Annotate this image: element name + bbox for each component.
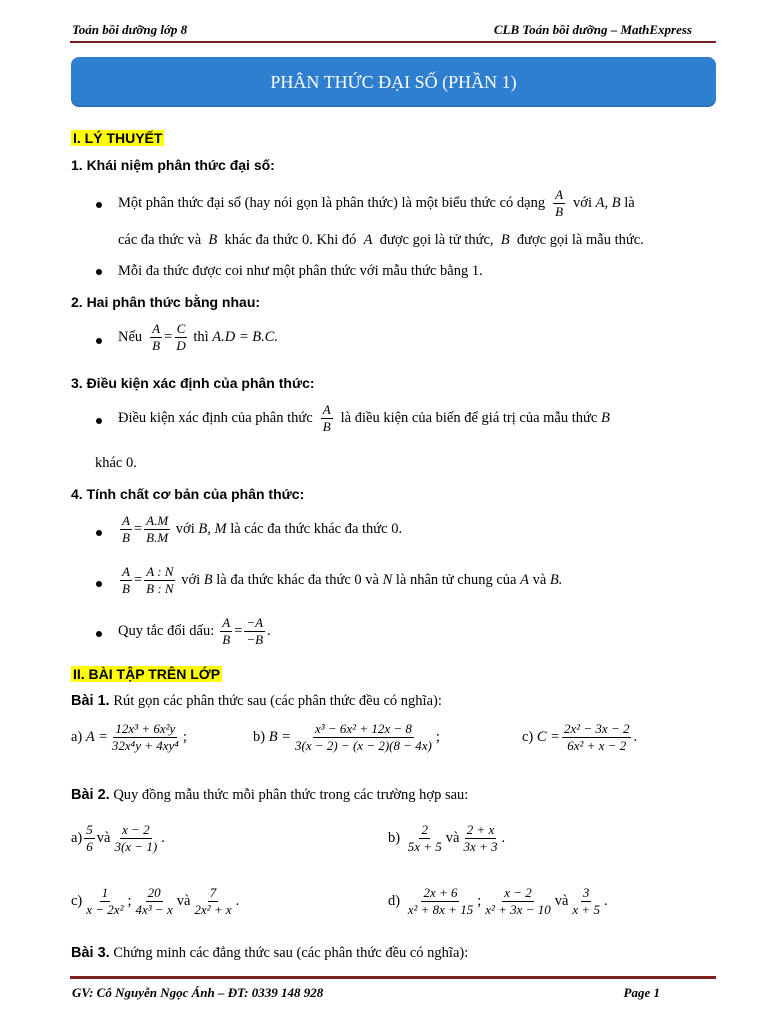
def-line-3: Mỗi đa thức được coi như một phân thức với mẫu thức bằng 1. (118, 263, 483, 279)
fraction (192, 886, 233, 918)
item-tag: b) (253, 729, 266, 746)
page-title: PHÂN THỨC ĐẠI SỐ (PHẦN 1) (270, 72, 517, 92)
text: được gọi là mẫu thức. (516, 232, 644, 248)
text: với (181, 572, 201, 589)
text: . (235, 893, 240, 910)
subheading-2: 2. Hai phân thức bằng nhau: (71, 294, 261, 310)
math: B. (549, 572, 563, 589)
numerator: x³ − 6x² + 12x − 8 (313, 722, 414, 738)
item-tag: b) (388, 830, 401, 847)
page-number: Page 1 (623, 985, 660, 1000)
text: ; (435, 729, 440, 746)
exercise-1b (253, 722, 440, 754)
denominator: x² + 3x − 10 (485, 902, 551, 918)
math: A, B (595, 195, 621, 212)
bullet-icon (96, 202, 102, 208)
denominator: 5x + 5 (407, 839, 442, 855)
fraction (150, 322, 162, 354)
text: = (164, 329, 173, 346)
text: Điều kiện xác định của phân thức (118, 410, 313, 427)
text: . (603, 893, 608, 910)
denominator: B.M (146, 530, 169, 546)
numerator: A (321, 403, 333, 419)
denominator: 3(x − 2) − (x − 2)(8 − 4x) (295, 738, 432, 754)
title-banner (71, 57, 716, 107)
fraction (570, 886, 602, 918)
text: và (96, 830, 111, 847)
denominator: D (176, 338, 186, 354)
text: với (573, 195, 592, 212)
text: và (445, 830, 460, 847)
numerator: A : N (144, 565, 175, 581)
fraction (321, 403, 333, 435)
exercise-label: Bài 3. (71, 945, 110, 961)
exercise-1a (71, 722, 187, 754)
exercise-label: Bài 1. (71, 693, 110, 709)
section-label: II. BÀI TẬP TRÊN LỚP (73, 666, 221, 682)
denominator: 3x + 3 (463, 839, 498, 855)
denominator: 6 (86, 839, 93, 855)
footer-rule (70, 976, 716, 979)
bullet-icon (96, 581, 102, 587)
fraction (562, 722, 631, 754)
fraction (406, 823, 444, 855)
exercise-2a (71, 823, 165, 855)
item-tag: c) (71, 893, 83, 910)
condition-line-1 (118, 403, 610, 435)
fraction (406, 886, 475, 918)
math: B (203, 572, 213, 589)
fraction (112, 823, 159, 855)
property-3: Quy tắc đổi dấu: $\frac{A}{B}$ = $\frac{-A}{-B}$ . (118, 615, 271, 648)
def-line-2 (118, 232, 644, 249)
denominator: x − 2x² (86, 902, 124, 918)
header-right: CLB Toán bồi dưỡng – MathExpress (493, 22, 692, 37)
math: A (520, 572, 529, 589)
exercise-2b (388, 823, 505, 855)
exercise-label: Bài 2. (71, 787, 110, 803)
text: ; (182, 729, 187, 746)
fraction (220, 616, 232, 648)
denominator: B (122, 530, 130, 546)
text: là (624, 195, 635, 212)
text: khác đa thức 0. Khi đó (224, 232, 357, 248)
text: được gọi là tử thức, (379, 232, 494, 248)
bullet-icon (96, 631, 102, 637)
equality-rule (118, 322, 278, 354)
text: là các đa thức khác đa thức 0. (230, 521, 403, 538)
text: Rút gọn các phân thức sau (các phân thức đều có nghĩa): (113, 693, 442, 709)
numerator: 7 (208, 886, 219, 902)
fraction (84, 886, 125, 918)
math: B (500, 232, 510, 248)
fraction (461, 823, 499, 855)
section-label: I. LÝ THUYẾT (73, 130, 163, 146)
fraction (553, 188, 565, 220)
exercise-2d (388, 886, 608, 918)
numerator: A (220, 616, 232, 632)
math: C = (536, 729, 560, 746)
text: ; (477, 893, 482, 910)
exercise-1 (71, 693, 442, 710)
exercise-2c (71, 886, 239, 918)
header-left: Toán bồi dưỡng lớp 8 (72, 22, 188, 37)
section-heading-1 (71, 130, 164, 148)
text: và (176, 893, 191, 910)
math: A.D = B.C. (212, 329, 279, 346)
denominator: B (322, 419, 331, 435)
exercise-3 (71, 945, 468, 962)
numerator: 2 + x (465, 823, 497, 839)
text: và (554, 893, 569, 910)
denominator: x + 5 (572, 902, 600, 918)
numerator: A (150, 322, 162, 338)
fraction (483, 886, 552, 918)
def-line-1 (118, 188, 635, 220)
math: A (363, 232, 373, 248)
text: Chứng minh các đẳng thức sau (các phân thức đều có nghĩa): (113, 945, 469, 961)
header-rule (70, 41, 716, 43)
numerator: C (175, 322, 188, 338)
numerator: 12x³ + 6x²y (113, 722, 177, 738)
bullet-icon (96, 338, 102, 344)
math: B (208, 232, 218, 248)
bullet-icon (96, 418, 102, 424)
denominator: B (222, 632, 231, 648)
denominator: B (122, 581, 130, 597)
subheading-3: 3. Điều kiện xác định của phân thức: (71, 375, 315, 391)
fraction (293, 722, 434, 754)
numerator: 3 (581, 886, 592, 902)
numerator: 1 (100, 886, 111, 902)
text: Nếu (118, 329, 143, 346)
bullet-icon (96, 269, 102, 275)
numerator: x − 2 (502, 886, 534, 902)
numerator: 2 (419, 823, 430, 839)
text: Quy tắc đổi dấu: (118, 623, 215, 640)
footer-left: GV: Cô Nguyễn Ngọc Ánh – ĐT: 0339 148 928 (72, 985, 324, 1000)
numerator: 20 (146, 886, 163, 902)
bullet-icon (96, 530, 102, 536)
denominator: B (555, 204, 564, 220)
denominator: 4x³ − x (135, 902, 173, 918)
fraction (120, 565, 132, 597)
item-tag: a) (71, 830, 83, 847)
numerator: A (120, 514, 132, 530)
denominator: 3(x − 1) (114, 839, 158, 855)
fraction (110, 722, 181, 754)
numerator: x − 2 (120, 823, 152, 839)
exercise-2 (71, 787, 468, 804)
math: B, M (198, 521, 227, 538)
fraction (120, 514, 132, 546)
text: . (633, 729, 638, 746)
text: thì (193, 329, 209, 346)
fraction (84, 823, 95, 855)
subheading-1: 1. Khái niệm phân thức đại số: (71, 157, 275, 173)
denominator: −B (246, 632, 264, 648)
denominator: B : N (146, 581, 174, 597)
denominator: B (152, 338, 161, 354)
text: Quy đồng mẫu thức mỗi phân thức trong các trường hợp sau: (113, 787, 469, 803)
math: B (600, 410, 610, 427)
fraction (144, 514, 170, 546)
text: Một phân thức đại số (hay nói gọn là phân thức) là một biểu thức có dạng (118, 195, 546, 212)
section-heading-2 (71, 666, 222, 684)
numerator: 5 (84, 823, 95, 839)
text: . (267, 623, 271, 640)
math: A = (85, 729, 108, 746)
fraction (144, 565, 175, 597)
item-tag: a) (71, 729, 83, 746)
numerator: A (120, 565, 132, 581)
subheading-4: 4. Tính chất cơ bản của phân thức: (71, 486, 305, 502)
numerator: 2x + 6 (421, 886, 459, 902)
text: các đa thức và (118, 232, 202, 248)
denominator: 2x² + x (194, 902, 232, 918)
numerator: 2x² − 3x − 2 (562, 722, 631, 738)
text: là đa thức khác đa thức 0 và (216, 572, 379, 589)
text: ; (127, 893, 132, 910)
numerator: A.M (144, 514, 170, 530)
exercise-1c (522, 722, 637, 754)
text: là điều kiện của biến để giá trị của mẫu thức (340, 410, 598, 427)
math: B = (268, 729, 291, 746)
denominator: 6x² + x − 2 (567, 738, 627, 754)
fraction (174, 322, 187, 354)
numerator: A (553, 188, 565, 204)
property-2: $\frac{A}{B}$ = $\frac{A : N}{B : N}$ với B là đa thức khác đa thức 0 và N là nhân tử chung của A và B. (122, 564, 563, 597)
denominator: x² + 8x + 15 (407, 902, 474, 918)
text: . (501, 830, 506, 847)
fraction (244, 616, 265, 648)
text: là nhân tử chung của (395, 572, 517, 589)
text: . (161, 830, 165, 847)
fraction (134, 886, 175, 918)
text: với (175, 521, 195, 538)
item-tag: c) (522, 729, 534, 746)
property-1: $\frac{A}{B}$ = $\frac{A.M}{B.M}$ với B, M là các đa thức khác đa thức 0. (122, 513, 403, 546)
denominator: 32x⁴y + 4xy⁴ (111, 738, 179, 754)
item-tag: d) (388, 893, 401, 910)
numerator: −A (244, 616, 265, 632)
math: N (382, 572, 393, 589)
text: và (532, 572, 547, 589)
condition-line-2: khác 0. (95, 455, 137, 471)
